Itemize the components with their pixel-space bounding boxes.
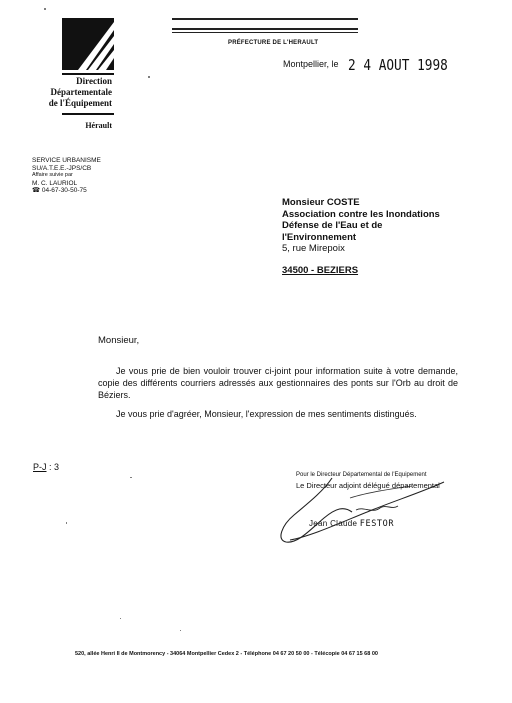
recipient-name: Monsieur COSTE [282,197,360,208]
ministry-logo [62,18,114,70]
signatory-surname: FESTOR [359,519,395,529]
sender-handled-label: Affaire suivie par [32,172,73,178]
signatory-first-name: Jean Claude [309,519,358,528]
header-rule [172,32,358,33]
footer-address: 520, allée Henri II de Montmorency - 34064 Montpellier Cedex 2 - Téléphone 04 67 20 50 00 - Télécopie 04 67 15 68 00 [75,651,378,657]
letter-date-stamp: 2 4 AOUT 1998 [348,56,448,74]
scan-speck [130,477,132,478]
logo-rule-top [62,73,114,75]
prefecture-heading: PRÉFECTURE DE L'HERAULT [228,40,319,46]
enclosures [33,462,59,472]
scan-speck [180,630,181,631]
enclosures-label: P-J [33,462,47,472]
scan-speck [44,8,46,10]
department-name: Hérault [85,121,112,130]
sender-reference: SU/A.T.E.E.-JPS/CB [32,164,92,172]
logo-stripes-icon [62,18,114,70]
letter-place: Montpellier, le [283,59,339,69]
recipient-org-line2: Défense de l'Eau et de [282,220,383,231]
recipient-org-line1: Association contre les Inondations [282,208,440,220]
body-paragraph-1: Je vous prie de bien vouloir trouver ci-joint pour information suite à votre demande, copie des différents courriers adressés aux gestionnaires des ponts sur l'Orb au droit de Béziers. [98,366,458,400]
body-paragraph-2: Je vous prie d'agréer, Monsieur, l'expression de mes sentiments distingués. [116,409,417,419]
signature-line-1: Pour le Directeur Départemental de l'Equipement [296,472,427,478]
signatory-name [309,519,394,529]
scan-speck [120,618,121,619]
recipient-block [282,197,440,276]
sender-handled-by: M. C. LAURIOL [32,179,78,187]
recipient-city: 34500 - BEZIERS [282,264,359,276]
organization-name: Direction Départementale de l'Équipement [48,76,112,108]
salutation: Monsieur, [98,335,140,346]
scan-speck [148,76,150,78]
header-rule [172,28,358,30]
scan-speck [66,522,67,524]
sender-phone: ☎ 04-67-30-50-75 [32,187,87,194]
header-rule [172,18,358,20]
enclosures-count: : 3 [49,462,60,472]
signature-line-2: Le Directeur adjoint délégué départemental [296,481,440,490]
sender-block [32,157,101,195]
recipient-street: 5, rue Mirepoix [282,243,345,254]
sender-service: SERVICE URBANISME [32,157,101,164]
logo-rule-bottom [62,113,114,115]
recipient-org-line3: l'Environnement [282,231,357,243]
